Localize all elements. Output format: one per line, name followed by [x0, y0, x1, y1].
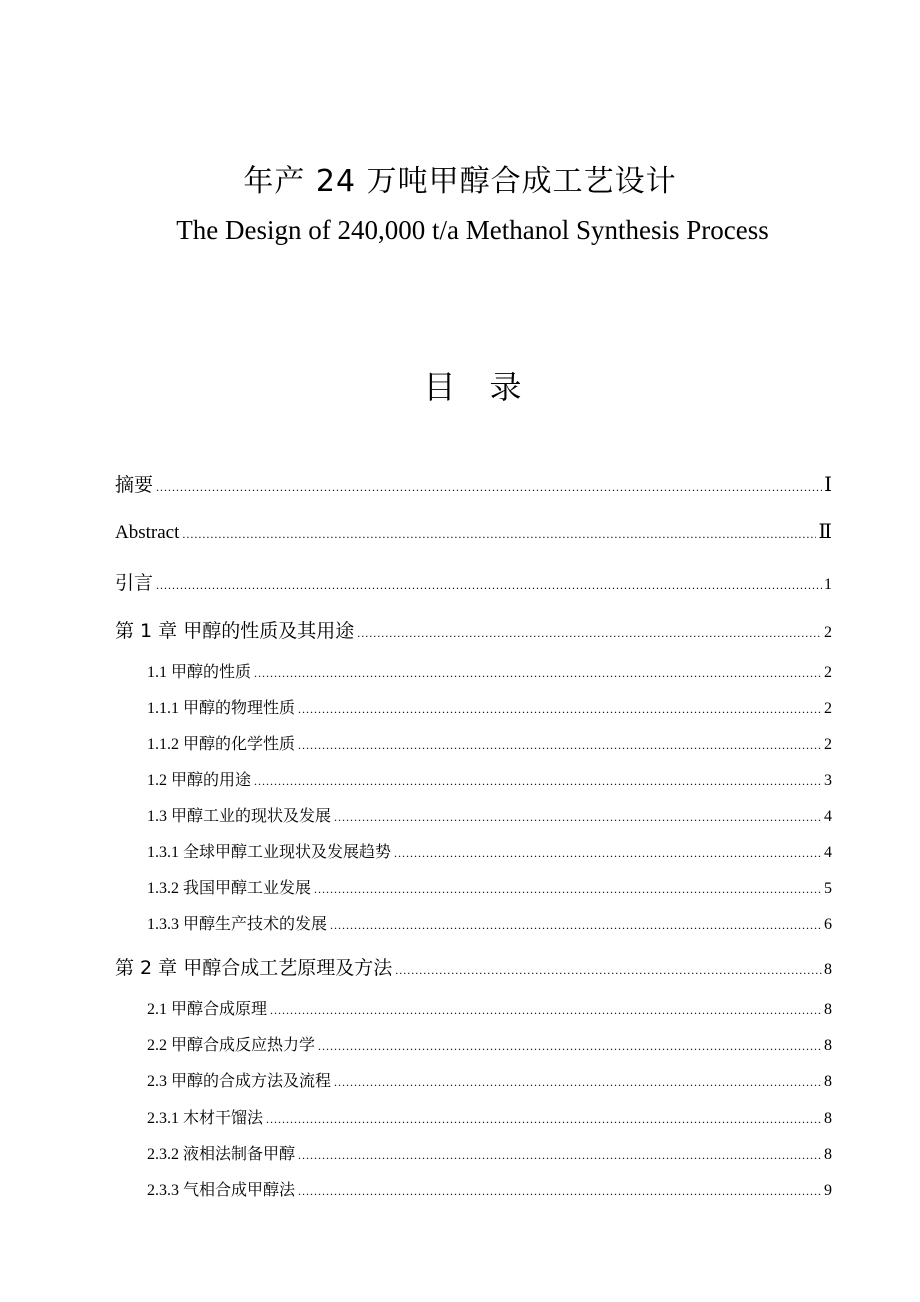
toc-entry-label: 1.1.2 甲醇的化学性质	[147, 736, 296, 753]
toc-entry[interactable]	[147, 875, 832, 898]
toc-entry-page: 2	[824, 624, 832, 641]
toc-entry-label: 摘要	[115, 474, 154, 496]
toc-entry-page: 8	[824, 1146, 832, 1163]
toc-entry-label: 2.3 甲醇的合成方法及流程	[147, 1073, 332, 1090]
toc-entry-page: 6	[824, 916, 832, 933]
toc-entry-page: 8	[824, 1110, 832, 1127]
toc-leader-dots	[254, 667, 822, 679]
toc-entry[interactable]	[115, 470, 832, 497]
toc-entry-page: 2	[824, 700, 832, 717]
toc-entry[interactable]	[147, 1141, 832, 1164]
toc-entry-page: 2	[824, 664, 832, 681]
toc-entry-label: 2.3.1 木材干馏法	[147, 1110, 264, 1127]
toc-entry[interactable]	[147, 911, 832, 934]
toc-entry[interactable]	[147, 659, 832, 682]
toc-entry-page: Ⅱ	[818, 521, 832, 543]
toc-entry[interactable]	[147, 1105, 832, 1128]
toc-entry-page: 5	[824, 880, 832, 897]
toc-entry[interactable]	[147, 695, 832, 718]
toc-entry[interactable]	[115, 519, 832, 544]
toc-entry-label: 2.1 甲醇合成原理	[147, 1001, 268, 1018]
toc-entry-label: 1.2 甲醇的用途	[147, 772, 252, 789]
toc-entry-page: 1	[824, 576, 832, 593]
toc-entry[interactable]	[115, 953, 832, 980]
toc-entry-page: 3	[824, 772, 832, 789]
toc-entry-page: 8	[824, 1073, 832, 1090]
toc-leader-dots	[334, 811, 822, 823]
toc-entry-label: 2.2 甲醇合成反应热力学	[147, 1037, 316, 1054]
toc-leader-dots	[156, 579, 822, 591]
toc-leader-dots	[298, 739, 822, 751]
toc-entry[interactable]	[147, 803, 832, 826]
toc-entry-label: Abstract	[115, 522, 180, 543]
toc-leader-dots	[298, 703, 822, 715]
toc-entry-label: 1.3.3 甲醇生产技术的发展	[147, 916, 328, 933]
toc-entry-label: 引言	[115, 572, 154, 594]
toc-entry[interactable]	[147, 996, 832, 1019]
toc-entry[interactable]	[147, 731, 832, 754]
toc-entry-label: 1.1 甲醇的性质	[147, 664, 252, 681]
toc-leader-dots	[182, 528, 816, 540]
toc-entry[interactable]	[147, 767, 832, 790]
toc-leader-dots	[298, 1149, 822, 1161]
toc-entry-label: 2.3.2 液相法制备甲醇	[147, 1146, 296, 1163]
toc-entry-label: 1.1.1 甲醇的物理性质	[147, 700, 296, 717]
toc-entry-page: 9	[824, 1182, 832, 1199]
toc-leader-dots	[394, 847, 822, 859]
toc-entry-label: 第 2 章 甲醇合成工艺原理及方法	[115, 957, 393, 979]
toc-heading: 目录	[423, 368, 556, 406]
toc-leader-dots	[357, 627, 822, 639]
document-title-cn: 年产 24 万吨甲醇合成工艺设计	[243, 164, 677, 199]
document-title-en: The Design of 240,000 t/a Methanol Synthesis Process	[176, 215, 769, 245]
toc-entry-page: 2	[824, 736, 832, 753]
toc-leader-dots	[395, 964, 822, 976]
toc-entry-page: 8	[824, 1037, 832, 1054]
toc-entry-page: Ⅰ	[824, 474, 832, 496]
toc-leader-dots	[266, 1113, 822, 1125]
toc-leader-dots	[156, 481, 822, 493]
toc-leader-dots	[330, 919, 822, 931]
toc-leader-dots	[314, 883, 822, 895]
toc-entry-label: 2.3.3 气相合成甲醇法	[147, 1182, 296, 1199]
toc-entry-label: 1.3.1 全球甲醇工业现状及发展趋势	[147, 844, 392, 861]
toc-entry-page: 8	[824, 961, 832, 978]
toc-entry-page: 4	[824, 808, 832, 825]
toc-entry-label: 1.3 甲醇工业的现状及发展	[147, 808, 332, 825]
toc-entry-page: 4	[824, 844, 832, 861]
toc-entry[interactable]	[115, 616, 832, 643]
toc-entry[interactable]	[147, 1032, 832, 1055]
toc-leader-dots	[334, 1076, 822, 1088]
toc-leader-dots	[318, 1040, 822, 1052]
toc-entry-label: 第 1 章 甲醇的性质及其用途	[115, 620, 355, 642]
toc-entry-label: 1.3.2 我国甲醇工业发展	[147, 880, 312, 897]
toc-entry[interactable]	[115, 568, 832, 595]
toc-entry[interactable]	[147, 839, 832, 862]
toc-entry[interactable]	[147, 1068, 832, 1091]
toc-entry[interactable]	[147, 1177, 832, 1200]
toc-leader-dots	[298, 1185, 822, 1197]
toc-leader-dots	[254, 775, 822, 787]
toc-leader-dots	[270, 1004, 822, 1016]
toc-entry-page: 8	[824, 1001, 832, 1018]
